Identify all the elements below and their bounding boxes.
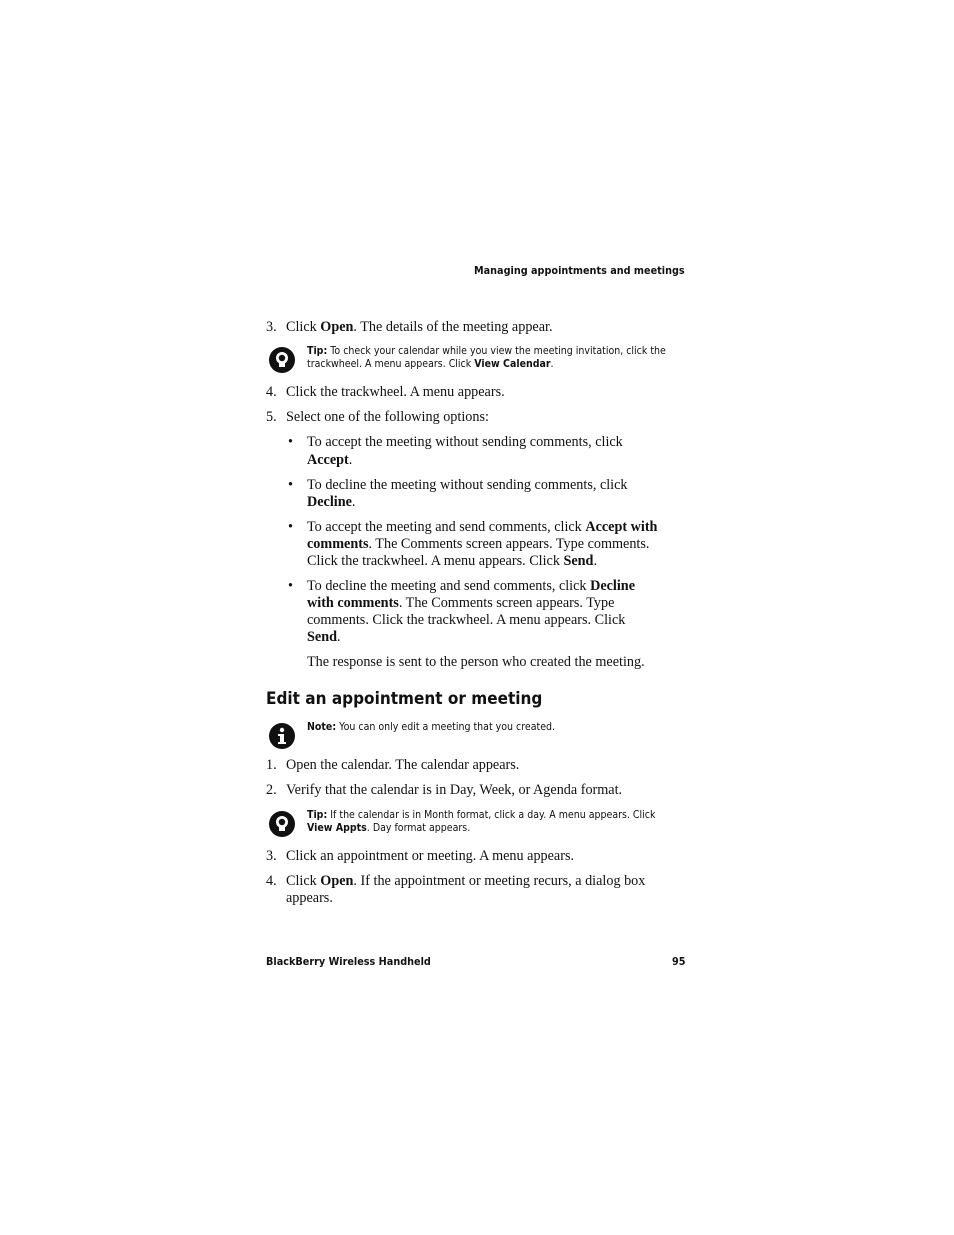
tip-1-line2: trackwheel. A menu appears. Click View Calendar. — [307, 358, 554, 370]
option-accept: To accept the meeting without sending comments, click — [307, 434, 623, 450]
step-3-text: Click Open. The details of the meeting appear. — [286, 319, 553, 335]
edit-step-2: 2. — [266, 782, 277, 798]
step-3: 3. — [266, 319, 277, 335]
option-decline-comments-line4: Send. — [307, 629, 341, 645]
bullet: • — [288, 477, 293, 493]
option-accept-comments-line2: comments. The Comments screen appears. Type comments. — [307, 536, 650, 552]
step-5: 5. — [266, 409, 277, 425]
option-decline: To decline the meeting without sending comments, click — [307, 477, 628, 493]
edit-step-1-text: Open the calendar. The calendar appears. — [286, 757, 520, 773]
page-number: 95 — [672, 955, 686, 968]
response-text: The response is sent to the person who created the meeting. — [307, 654, 645, 670]
info-icon — [269, 723, 295, 749]
edit-step-3: 3. — [266, 848, 277, 864]
running-header: Managing appointments and meetings — [474, 264, 685, 277]
tip-2: Tip: If the calendar is in Month format, click a day. A menu appears. Click — [307, 809, 656, 821]
option-decline-comments-line2: with comments. The Comments screen appears. Type — [307, 595, 615, 611]
bullet: • — [288, 434, 293, 450]
footer-title: BlackBerry Wireless Handheld — [266, 955, 431, 968]
lightbulb-icon — [269, 811, 295, 837]
step-4-text: Click the trackwheel. A menu appears. — [286, 384, 505, 400]
edit-step-2-text: Verify that the calendar is in Day, Week, or Agenda format. — [286, 782, 623, 798]
option-accept-line2: Accept. — [307, 452, 353, 468]
edit-step-4-line2: appears. — [286, 890, 333, 906]
option-decline-comments: To decline the meeting and send comments, click Decline — [307, 578, 635, 594]
edit-step-3-text: Click an appointment or meeting. A menu appears. — [286, 848, 575, 864]
section-title: Edit an appointment or meeting — [266, 689, 543, 709]
edit-step-4-text: Click Open. If the appointment or meeting recurs, a dialog box — [286, 873, 646, 889]
tip-1: Tip: To check your calendar while you view the meeting invitation, click the — [307, 345, 666, 357]
bullet: • — [288, 519, 293, 535]
option-decline-line2: Decline. — [307, 494, 356, 510]
option-decline-comments-line3: comments. Click the trackwheel. A menu appears. Click — [307, 612, 626, 628]
bullet: • — [288, 578, 293, 594]
edit-step-4: 4. — [266, 873, 277, 889]
option-accept-comments-line3: Click the trackwheel. A menu appears. Click Send. — [307, 553, 597, 569]
lightbulb-icon — [269, 347, 295, 373]
step-4: 4. — [266, 384, 277, 400]
note: Note: You can only edit a meeting that you created. — [307, 721, 556, 733]
edit-step-1: 1. — [266, 757, 277, 773]
step-5-text: Select one of the following options: — [286, 409, 489, 425]
tip-2-line2: View Appts. Day format appears. — [307, 822, 471, 834]
option-accept-comments: To accept the meeting and send comments, click Accept with — [307, 519, 658, 535]
